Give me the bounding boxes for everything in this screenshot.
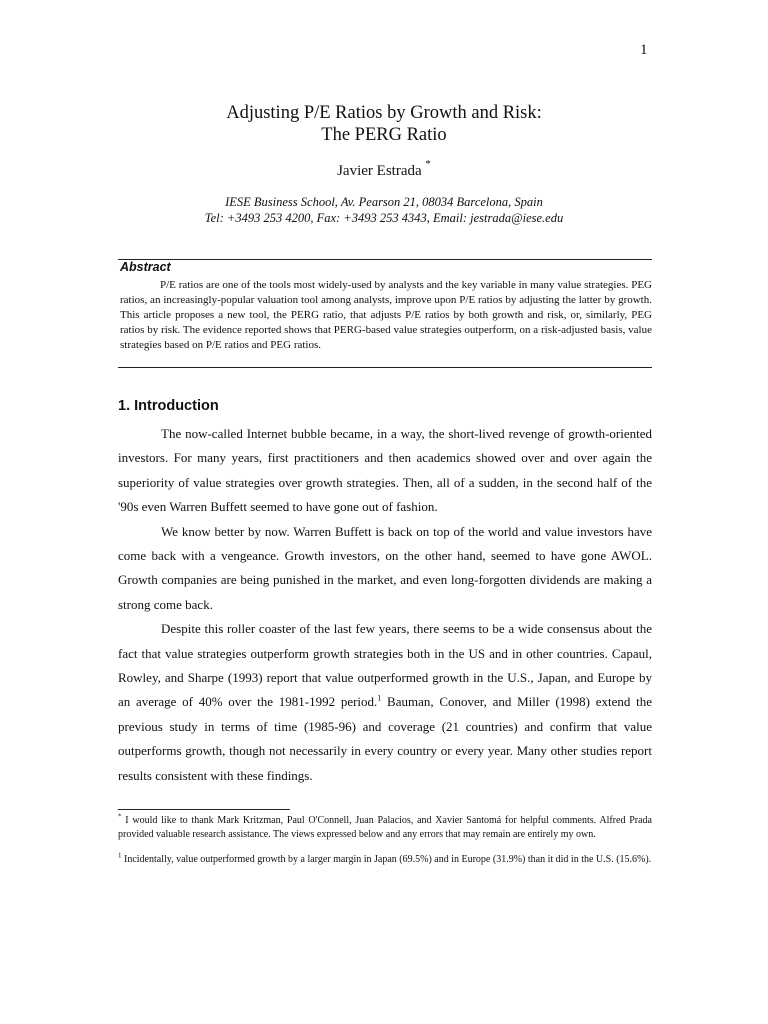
paragraph-text: Despite this roller coaster of the last few years, there seems to be a wide consensus about the fact that value strategies outperform growth strategies both in the US and in other countries. Capaul, Rowley, and Sharpe (1993) report that value outperformed growth in the U.S., Japan, and Europe by an average of 40% over the 1981-1992 period. (118, 621, 652, 710)
author (0, 160, 768, 180)
paragraph: We know better by now. Warren Buffett is back on top of the world and value investors have come back with a vengeance. Growth investors, on the other hand, seemed to have gone AWOL. Growth companies are being punished in the market, and even long-forgotten dividends are making a strong come back. (118, 523, 652, 612)
paragraph (118, 617, 652, 788)
paper-title (0, 102, 768, 146)
footnote-1 (118, 853, 652, 867)
footnotes (118, 814, 652, 867)
footnote-rule (118, 809, 290, 810)
abstract-text: P/E ratios are one of the tools most widely-used by analysts and the key variable in many value strategies. PEG ratios, an increasingly-popular valuation tool among analysts, improve upon P/E ratios by adjusting the latter by growth. This article proposes a new tool, the PERG ratio, that adjusts P/E ratios by both growth and risk, or, similarly, PEG ratios by risk. The evidence reported shows that PERG-based value strategies outperform, on a risk-adjusted basis, value strategies based on P/E ratios and PEG ratios. (120, 279, 652, 351)
footnote-text: I would like to thank Mark Kritzman, Paul O'Connell, Juan Palacios, and Xavier Santomá for helpful comments. Alfred Prada provided valuable research assistance. The views expressed below and any errors that may remain are entirely my own. (118, 815, 652, 840)
footnote-marker: 1 (118, 851, 122, 860)
title-line-2: The PERG Ratio (321, 125, 447, 145)
footnote-text: Incidentally, value outperformed growth by a larger margin in Japan (69.5%) and in Europe (31.9%) than it did in the U.S. (15.6%). (121, 854, 652, 865)
author-name: Javier Estrada (337, 163, 422, 179)
paragraph-text: Bauman, Conover, and Miller (1998) extend the previous study in terms of time (1985-96) and coverage (21 countries) and confirm that value outperforms growth, though not necessarily in every country or every year. Many other studies report results consistent with these findings. (118, 694, 653, 783)
footnote-ref: 1 (377, 694, 382, 704)
affiliation-contact: Tel: +3493 253 4200, Fax: +3493 253 4343, Email: jestrada@iese.edu (204, 211, 564, 225)
title-line-1: Adjusting P/E Ratios by Growth and Risk: (226, 103, 542, 123)
paragraph: The now-called Internet bubble became, in a way, the short-lived revenge of growth-oriented investors. For many years, first practitioners and then academics showed over and over again the superiority of value strategies over growth strategies. Then, all of a sudden, in the second half of the '90s even Warren Buffett seemed to have gone out of fashion. (118, 426, 652, 515)
section-heading-introduction: 1. Introduction (118, 398, 219, 414)
affiliation (0, 194, 768, 226)
abstract-heading: Abstract (120, 260, 171, 274)
abstract-top-rule (118, 259, 652, 260)
page-number: 1 (640, 42, 648, 58)
introduction-body (118, 422, 652, 788)
affiliation-address: IESE Business School, Av. Pearson 21, 08034 Barcelona, Spain (225, 195, 543, 209)
author-footnote-marker: * (425, 158, 431, 170)
footnote-marker: * (118, 812, 122, 821)
abstract-bottom-rule (118, 367, 652, 368)
footnote-acknowledgments (118, 814, 652, 841)
